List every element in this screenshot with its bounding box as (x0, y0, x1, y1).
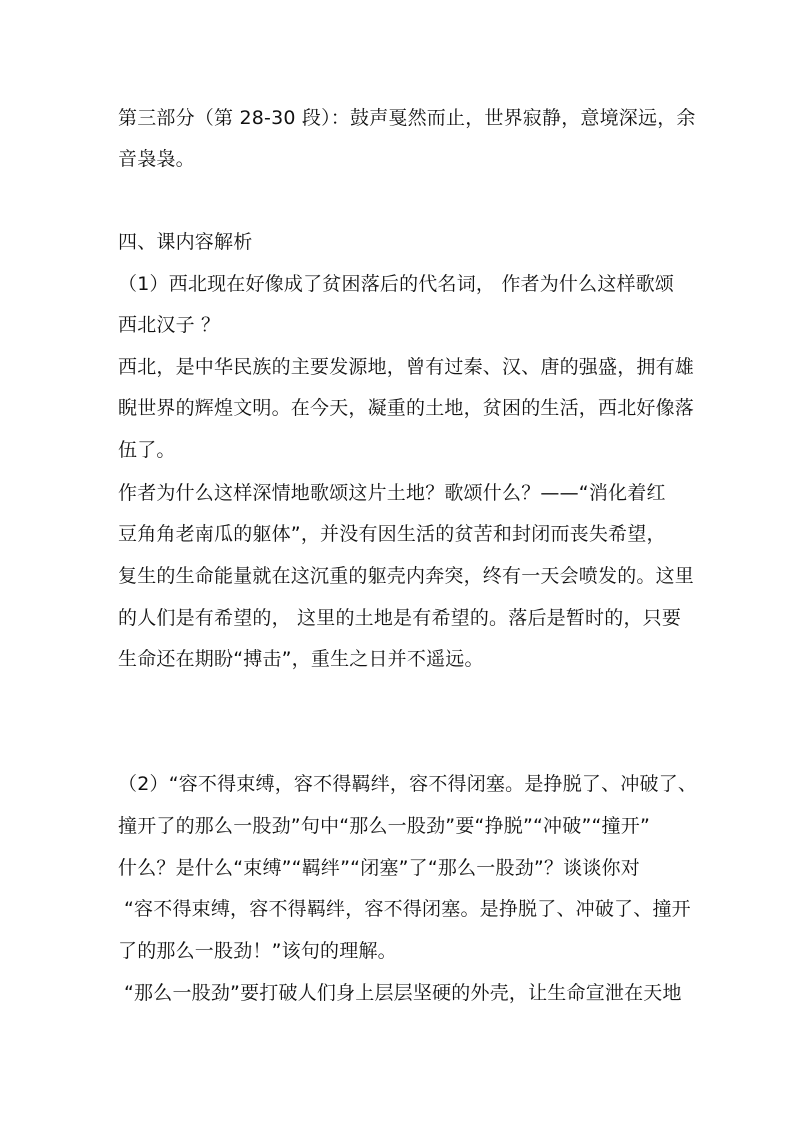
q2-answer-line-1: “那么一股劲”要打破人们身上层层坚硬的外壳，让生命宣泄在天地 (124, 982, 682, 1004)
section-heading: 四、课内容解析 (118, 231, 253, 253)
q1-answer-line-5: 豆角角老南瓜的躯体”，并没有因生活的贫苦和封闭而丧失希望， (118, 523, 666, 545)
q1-question-line-2: 西北汉子 ？ (118, 314, 221, 336)
q1-answer-line-2: 睨世界的辉煌文明。在今天，凝重的土地，贫困的生活，西北好像落 (118, 397, 695, 419)
q1-answer-line-8: 生命还在期盼“搏击”，重生之日并不遥远。 (118, 648, 484, 670)
q1-answer-line-7: 的人们是有希望的， 这里的土地是有希望的。落后是暂时的，只要 (118, 607, 682, 629)
q2-question-line-1: （2）“容不得束缚，容不得羁绊，容不得闭塞。是挣脱了、冲破了、 (118, 773, 698, 795)
q2-question-line-2: 撞开了的那么一股劲”句中“那么一股劲”要“挣脱”“冲破”“撞开” (118, 815, 650, 837)
q1-answer-line-6: 复生的生命能量就在这沉重的躯壳内奔突，终有一天会喷发的。这里 (118, 565, 695, 587)
q2-question-line-5: 了的那么一股劲！”该句的理解。 (118, 940, 397, 962)
q1-answer-line-1: 西北，是中华民族的主要发源地，曾有过秦、汉、唐的强盛，拥有雄 (118, 356, 695, 378)
part3-line-1: 第三部分（第 28-30 段）：鼓声戛然而止，世界寂静，意境深远，余 (118, 107, 696, 129)
q1-answer-line-3: 伍了。 (118, 439, 176, 461)
q2-question-line-4: “容不得束缚，容不得羁绊，容不得闭塞。是挣脱了、冲破了、撞开 (124, 898, 691, 920)
part3-line-2: 音袅袅。 (118, 148, 195, 170)
q1-answer-line-4: 作者为什么这样深情地歌颂这片土地？歌颂什么？——“消化着红 (118, 482, 666, 504)
q1-question-line-1: （1）西北现在好像成了贫困落后的代名词， 作者为什么这样歌颂 (118, 273, 675, 295)
q2-question-line-3: 什么？是什么“束缚”“羁绊”“闭塞”了“那么一股劲”？谈谈你对 (118, 857, 640, 879)
